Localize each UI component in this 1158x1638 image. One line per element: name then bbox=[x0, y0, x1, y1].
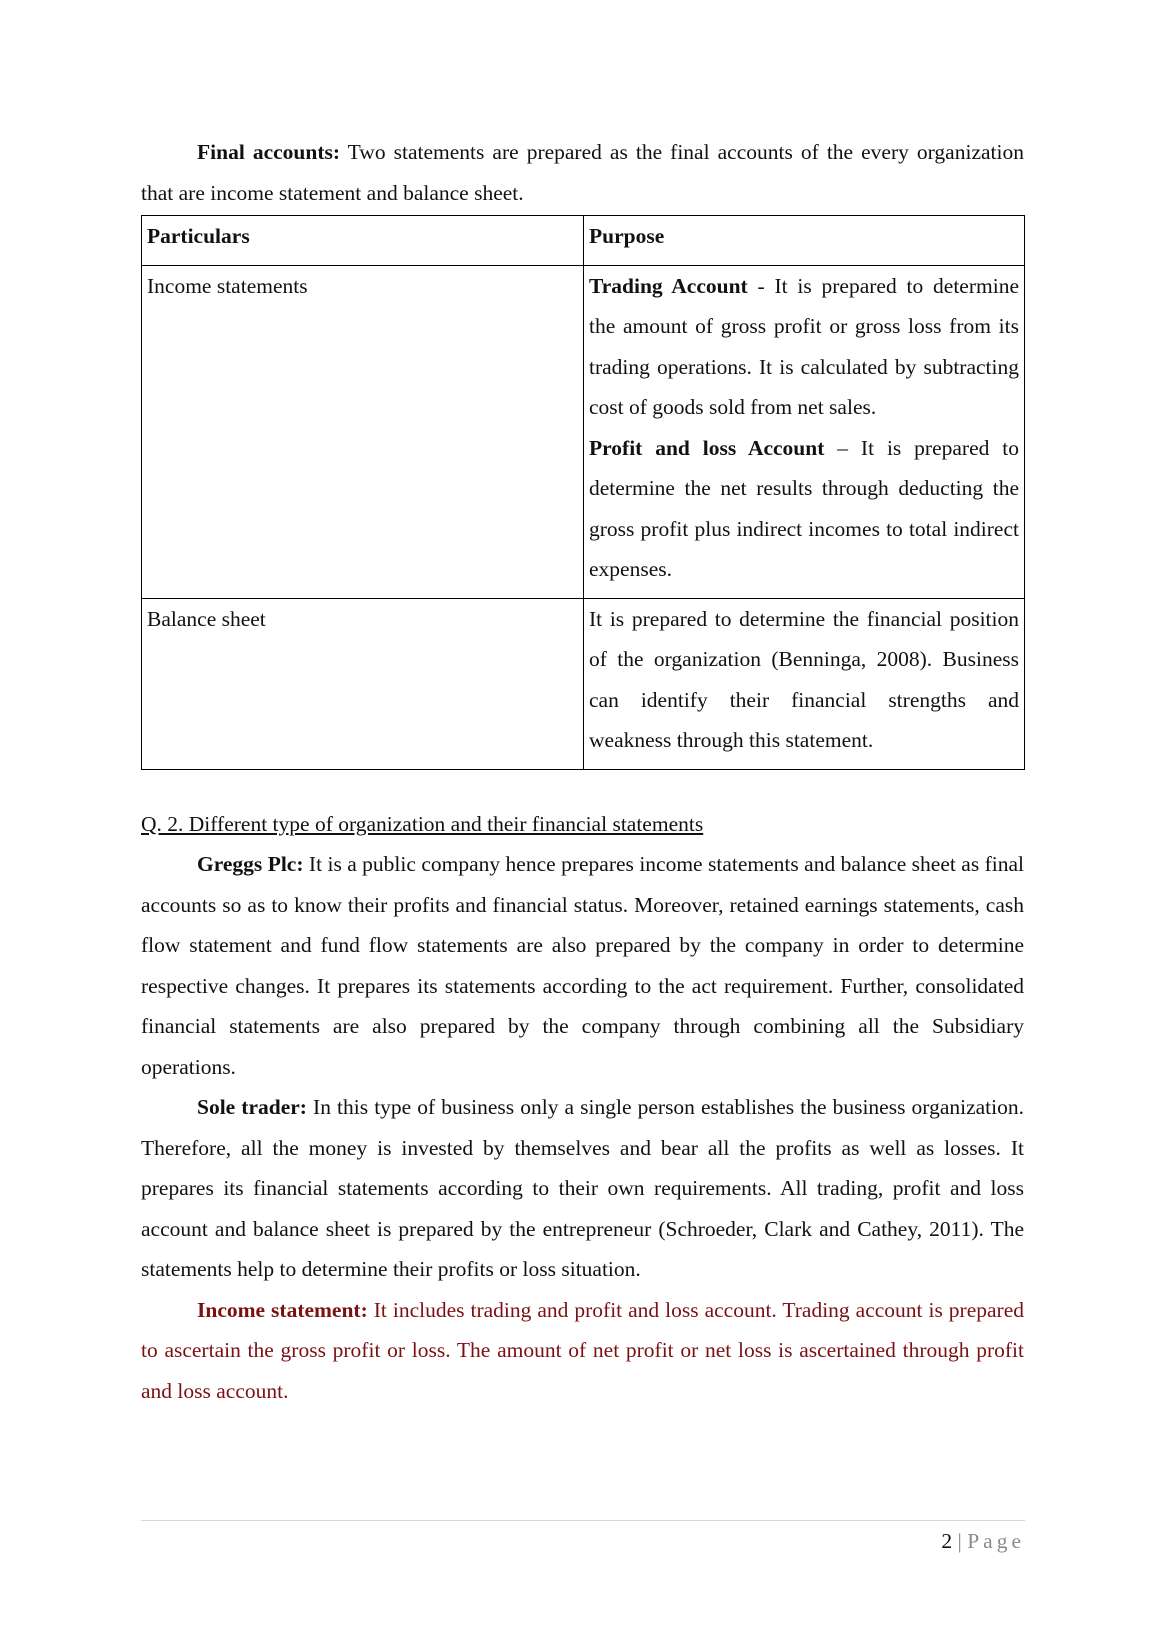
footer-separator: | bbox=[952, 1529, 968, 1553]
final-accounts-table bbox=[141, 215, 1025, 770]
table-header-row bbox=[142, 216, 1025, 266]
cell-particular-income: Income statements bbox=[142, 265, 584, 598]
table-row bbox=[142, 598, 1025, 769]
header-purpose: Purpose bbox=[584, 216, 1025, 266]
purpose-profit-loss-account: Profit and loss Account – It is prepared to determine the net results through deducting the gross profit plus indirect incomes to total indirect expenses. bbox=[589, 435, 1019, 581]
page-label: Page bbox=[967, 1529, 1025, 1553]
intro-lead: Final accounts: bbox=[197, 140, 341, 164]
intro-text: Two statements are prepared as the final accounts of the every organization that are income statement and balance sheet. bbox=[141, 140, 1024, 205]
purpose-trading-account: Trading Account - It is prepared to determine the amount of gross profit or gross loss from its trading operations. It is calculated by subtracting cost of goods sold from net sales. bbox=[589, 273, 1019, 419]
cell-particular-balance: Balance sheet bbox=[142, 598, 584, 769]
document-page bbox=[141, 132, 1024, 1411]
cell-purpose-balance: It is prepared to determine the financial position of the organization (Benninga, 2008). Business can identify their financial strengths and weakness through this statement. bbox=[584, 598, 1025, 769]
income-statement-paragraph: Income statement: It includes trading and profit and loss account. Trading account is prepared to ascertain the gross profit or loss. The amount of net profit or net loss is ascertained through profit and loss account. bbox=[141, 1297, 1024, 1403]
q2-heading: Q. 2. Different type of organization and their financial statements bbox=[141, 811, 704, 836]
page-footer bbox=[141, 1520, 1025, 1559]
intro-paragraph bbox=[141, 132, 1024, 213]
greggs-paragraph: Greggs Plc: It is a public company hence prepares income statements and balance sheet as final accounts so as to know their profits and financial status. Moreover, retained earnings statements, cash flow statement and fund flow statements are also prepared by the company in order to determine respective changes. It prepares its statements according to the act requirement. Further, consolidated financial statements are also prepared by the company through combining all the Subsidiary operations. bbox=[141, 852, 1024, 1079]
table-row bbox=[142, 265, 1025, 598]
cell-purpose-income bbox=[584, 265, 1025, 598]
sole-trader-paragraph: Sole trader: In this type of business only a single person establishes the business organization. Therefore, all the money is invested by themselves and bear all the profits as well as losses. It prepares its financial statements according to their own requirements. All trading, profit and loss account and balance sheet is prepared by the entrepreneur (Schroeder, Clark and Cathey, 2011). The statements help to determine their profits or loss situation. bbox=[141, 1095, 1024, 1281]
header-particulars: Particulars bbox=[142, 216, 584, 266]
page-number: 2 bbox=[941, 1529, 953, 1553]
